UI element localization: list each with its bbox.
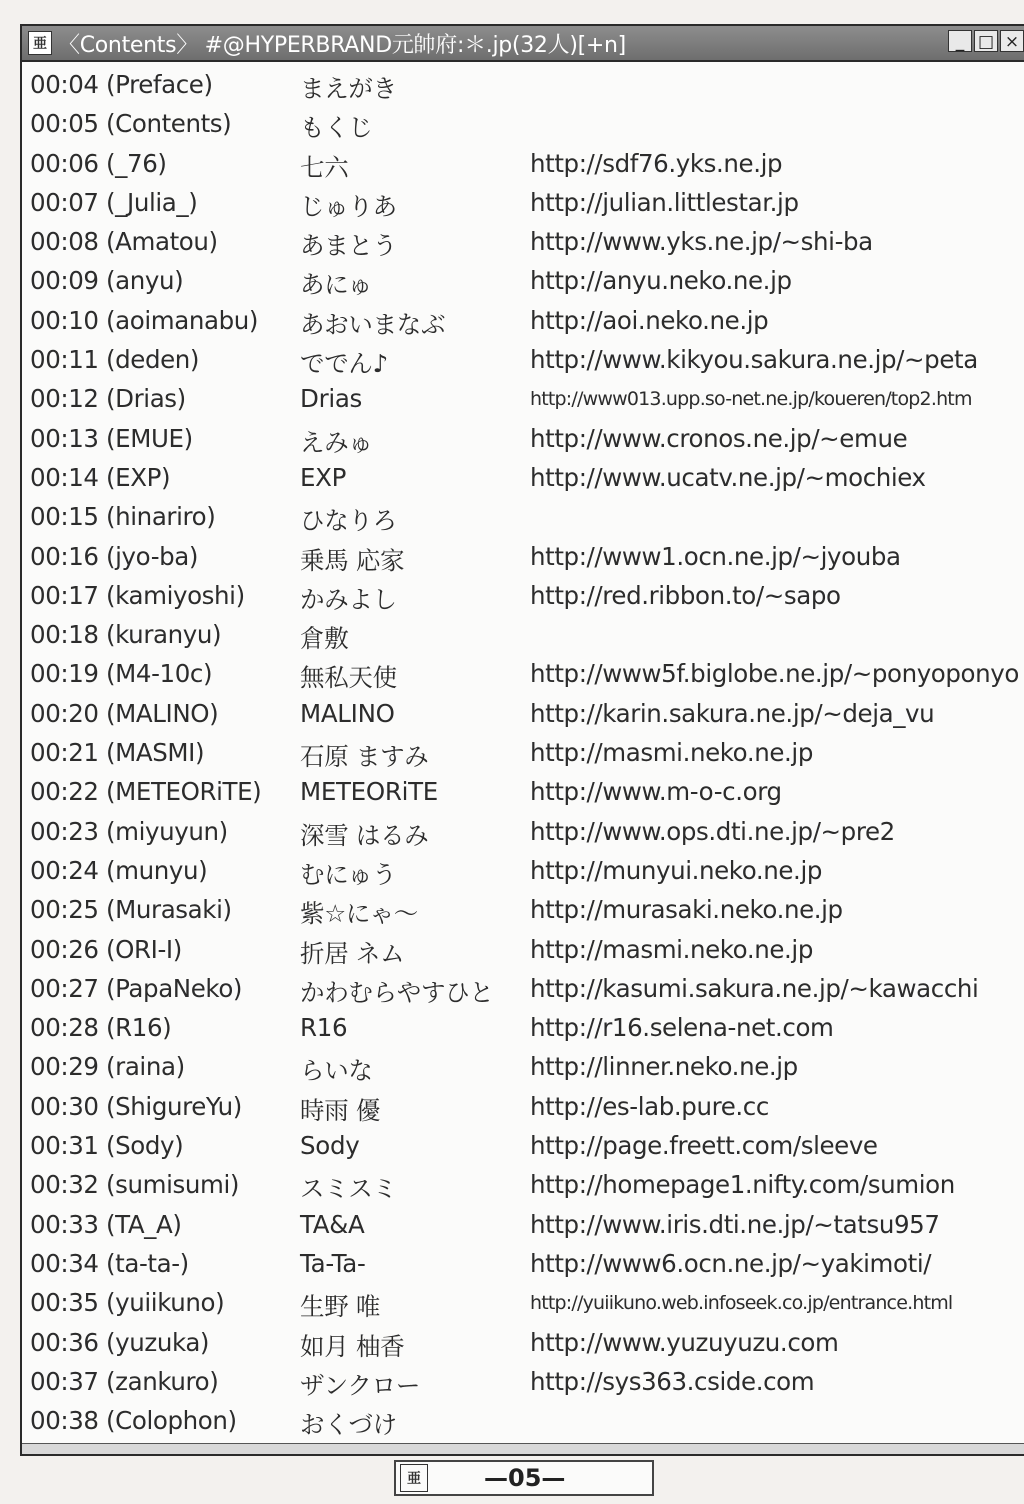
list-item: [28, 575, 1024, 614]
entry-url-link[interactable]: http://es-lab.pure.cc: [530, 1091, 769, 1121]
entry-name: えみゅ: [300, 427, 373, 457]
list-item: [28, 1322, 1024, 1361]
entry-name: 紫☆にゃ～: [300, 899, 418, 929]
list-item: [28, 614, 1024, 653]
entry-url-link[interactable]: http://kasumi.sakura.ne.jp/~kawacchi: [530, 973, 979, 1003]
entry-url-link[interactable]: http://julian.littlestar.jp: [530, 187, 799, 217]
entry-name: あまとう: [300, 231, 397, 261]
entry-time: 00:25 (Murasaki): [30, 895, 232, 925]
entry-time: 00:35 (yuiikuno): [30, 1288, 225, 1318]
entry-name: かわむらやすひと: [300, 977, 494, 1007]
title-bar[interactable]: [22, 26, 1024, 62]
entry-time: 00:07 (_Julia_): [30, 187, 198, 217]
entry-url-link[interactable]: http://www013.upp.so-net.ne.jp/koueren/top2.htm: [530, 388, 972, 411]
footer-logo-icon: 亜: [400, 1464, 428, 1492]
list-item: [28, 1164, 1024, 1203]
entry-url-link[interactable]: http://murasaki.neko.ne.jp: [530, 895, 843, 925]
entry-url-link[interactable]: http://www.ops.dti.ne.jp/~pre2: [530, 816, 895, 846]
entry-time: 00:16 (jyo-ba): [30, 541, 199, 571]
entry-url-link[interactable]: http://munyui.neko.ne.jp: [530, 855, 823, 885]
list-item: [28, 850, 1024, 889]
list-item: [28, 968, 1024, 1007]
entry-url-link[interactable]: http://aoi.neko.ne.jp: [530, 305, 769, 335]
entry-time: 00:05 (Contents): [30, 109, 232, 139]
entry-time: 00:37 (zankuro): [30, 1366, 219, 1396]
entry-url-link[interactable]: http://r16.selena-net.com: [530, 1013, 834, 1043]
entry-time: 00:04 (Preface): [30, 70, 213, 99]
entry-url-link[interactable]: http://www.m-o-c.org: [530, 777, 782, 807]
entry-name: 倉敷: [300, 624, 349, 654]
entry-url-link[interactable]: http://red.ribbon.to/~sapo: [530, 580, 841, 610]
list-item: [28, 1400, 1024, 1439]
list-item: [28, 418, 1024, 457]
list-item: [28, 457, 1024, 496]
entry-time: 00:24 (munyu): [30, 855, 208, 885]
entry-name: 生野 唯: [300, 1292, 381, 1322]
chat-window: [20, 24, 1024, 1456]
entry-url-link[interactable]: http://sdf76.yks.ne.jp: [530, 148, 783, 178]
entry-name: らいな: [300, 1056, 373, 1086]
entry-name: ザンクロー: [300, 1370, 421, 1400]
list-item: [28, 64, 1024, 103]
entry-url-link[interactable]: http://masmi.neko.ne.jp: [530, 738, 813, 768]
entry-url-link[interactable]: http://masmi.neko.ne.jp: [530, 934, 813, 964]
entry-time: 00:09 (anyu): [30, 266, 184, 296]
entry-url-link[interactable]: http://sys363.cside.com: [530, 1366, 815, 1396]
entry-time: 00:31 (Sody): [30, 1131, 184, 1161]
list-item: [28, 889, 1024, 928]
entry-name: かみよし: [300, 584, 397, 614]
list-item: [28, 1282, 1024, 1321]
entry-name: METEORiTE: [300, 777, 438, 807]
entry-name: あにゅ: [300, 270, 373, 300]
entry-url-link[interactable]: http://homepage1.nifty.com/sumion: [530, 1170, 955, 1200]
entry-url-link[interactable]: http://karin.sakura.ne.jp/~deja_vu: [530, 698, 935, 728]
entry-time: 00:38 (Colophon): [30, 1406, 237, 1436]
entry-name: MALINO: [300, 698, 395, 728]
entry-time: 00:11 (deden): [30, 345, 200, 375]
list-item: [28, 103, 1024, 142]
list-item: [28, 693, 1024, 732]
entry-url-link[interactable]: http://www.kikyou.sakura.ne.jp/~peta: [530, 345, 978, 375]
entry-time: 00:21 (MASMI): [30, 738, 205, 768]
entry-url-link[interactable]: http://anyu.neko.ne.jp: [530, 266, 792, 296]
entry-name: 折居 ネム: [300, 938, 405, 968]
list-item: [28, 811, 1024, 850]
list-item: [28, 300, 1024, 339]
window-controls: [946, 30, 1024, 52]
entry-url-link[interactable]: http://www5f.biglobe.ne.jp/~ponyoponyo: [530, 659, 1019, 689]
list-item: [28, 1243, 1024, 1282]
entry-time: 00:22 (METEORiTE): [30, 777, 262, 807]
list-item: [28, 378, 1024, 417]
entry-url-link[interactable]: http://www.cronos.ne.jp/~emue: [530, 423, 908, 453]
entry-time: 00:26 (ORI-I): [30, 934, 182, 964]
entry-time: 00:33 (TA_A): [30, 1209, 182, 1239]
entry-url-link[interactable]: http://linner.neko.ne.jp: [530, 1052, 798, 1082]
entry-name: 無私天使: [300, 663, 397, 693]
entry-time: 00:30 (ShigureYu): [30, 1091, 242, 1121]
entry-time: 00:27 (PapaNeko): [30, 973, 243, 1003]
close-button[interactable]: ×: [1000, 30, 1024, 52]
entry-time: 00:17 (kamiyoshi): [30, 580, 245, 610]
entry-time: 00:15 (hinariro): [30, 502, 216, 532]
entry-time: 00:14 (EXP): [30, 462, 171, 492]
window-title: 〈Contents〉 #@HYPERBRAND元帥府:＊.jp(32人)[+n]: [58, 32, 626, 58]
list-item: [28, 1204, 1024, 1243]
entry-url-link[interactable]: http://www.yuzuyuzu.com: [530, 1327, 839, 1357]
list-item: [28, 929, 1024, 968]
entry-time: 00:13 (EMUE): [30, 423, 193, 453]
entry-name: 深雪 はるみ: [300, 820, 429, 850]
entry-name: Drias: [300, 384, 363, 414]
list-item: [28, 1007, 1024, 1046]
entry-time: 00:18 (kuranyu): [30, 620, 222, 650]
list-item: [28, 260, 1024, 299]
entry-name: もくじ: [300, 113, 373, 143]
entry-name: TA&A: [300, 1209, 365, 1239]
entry-name: Ta-Ta-: [300, 1248, 366, 1278]
entry-name: 乗馬 応家: [300, 545, 405, 575]
list-item: [28, 1046, 1024, 1085]
list-item: [28, 1086, 1024, 1125]
minimize-button[interactable]: _: [948, 30, 972, 52]
entry-url-link[interactable]: http://www.iris.dti.ne.jp/~tatsu957: [530, 1209, 940, 1239]
list-item: [28, 1125, 1024, 1164]
entry-name: ひなりろ: [300, 506, 397, 536]
entry-name: R16: [300, 1013, 348, 1043]
entry-url-link[interactable]: http://page.freett.com/sleeve: [530, 1131, 878, 1161]
entry-name: じゅりあ: [300, 191, 397, 221]
contents-list: [28, 64, 1024, 1439]
app-icon[interactable]: 亜: [28, 31, 52, 55]
entry-time: 00:08 (Amatou): [30, 227, 218, 257]
list-item: [28, 339, 1024, 378]
list-item: [28, 771, 1024, 810]
entry-name: あおいまなぶ: [300, 309, 446, 339]
list-item: [28, 221, 1024, 260]
maximize-button[interactable]: □: [974, 30, 998, 52]
entry-name: 如月 柚香: [300, 1331, 405, 1361]
entry-name: Sody: [300, 1131, 360, 1161]
entry-time: 00:34 (ta-ta-): [30, 1248, 189, 1278]
list-item: [28, 1361, 1024, 1400]
entry-name: ででん♪: [300, 349, 388, 379]
entry-time: 00:23 (miyuyun): [30, 816, 228, 846]
entry-time: 00:19 (M4-10c): [30, 659, 213, 689]
entry-time: 00:06 (_76): [30, 148, 167, 178]
entry-time: 00:12 (Drias): [30, 384, 186, 414]
list-item: [28, 536, 1024, 575]
page-footer: [394, 1460, 654, 1496]
entry-time: 00:32 (sumisumi): [30, 1170, 240, 1200]
status-bar: [22, 1443, 1024, 1454]
entry-name: おくづけ: [300, 1410, 397, 1440]
list-item: [28, 496, 1024, 535]
entry-time: 00:28 (R16): [30, 1013, 172, 1043]
entry-url-link[interactable]: http://www6.ocn.ne.jp/~yakimoti/: [530, 1248, 932, 1278]
entry-name: 石原 ますみ: [300, 742, 429, 772]
entry-name: 七六: [300, 152, 349, 182]
entry-name: EXP: [300, 462, 347, 492]
page-number: —05—: [484, 1464, 566, 1492]
list-item: [28, 732, 1024, 771]
entry-time: 00:20 (MALINO): [30, 698, 219, 728]
list-item: [28, 182, 1024, 221]
entry-name: まえがき: [300, 74, 397, 103]
entry-name: スミスミ: [300, 1174, 397, 1204]
entry-url-link[interactable]: http://yuiikuno.web.infoseek.co.jp/entrance.html: [530, 1292, 953, 1315]
entry-time: 00:10 (aoimanabu): [30, 305, 259, 335]
entry-time: 00:29 (raina): [30, 1052, 185, 1082]
entry-time: 00:36 (yuzuka): [30, 1327, 210, 1357]
entry-url-link[interactable]: http://www.ucatv.ne.jp/~mochiex: [530, 462, 926, 492]
entry-name: 時雨 優: [300, 1095, 381, 1125]
entry-url-link[interactable]: http://www1.ocn.ne.jp/~jyouba: [530, 541, 901, 571]
entry-name: むにゅう: [300, 859, 397, 889]
entry-url-link[interactable]: http://www.yks.ne.jp/~shi-ba: [530, 227, 873, 257]
list-item: [28, 143, 1024, 182]
list-item: [28, 653, 1024, 692]
